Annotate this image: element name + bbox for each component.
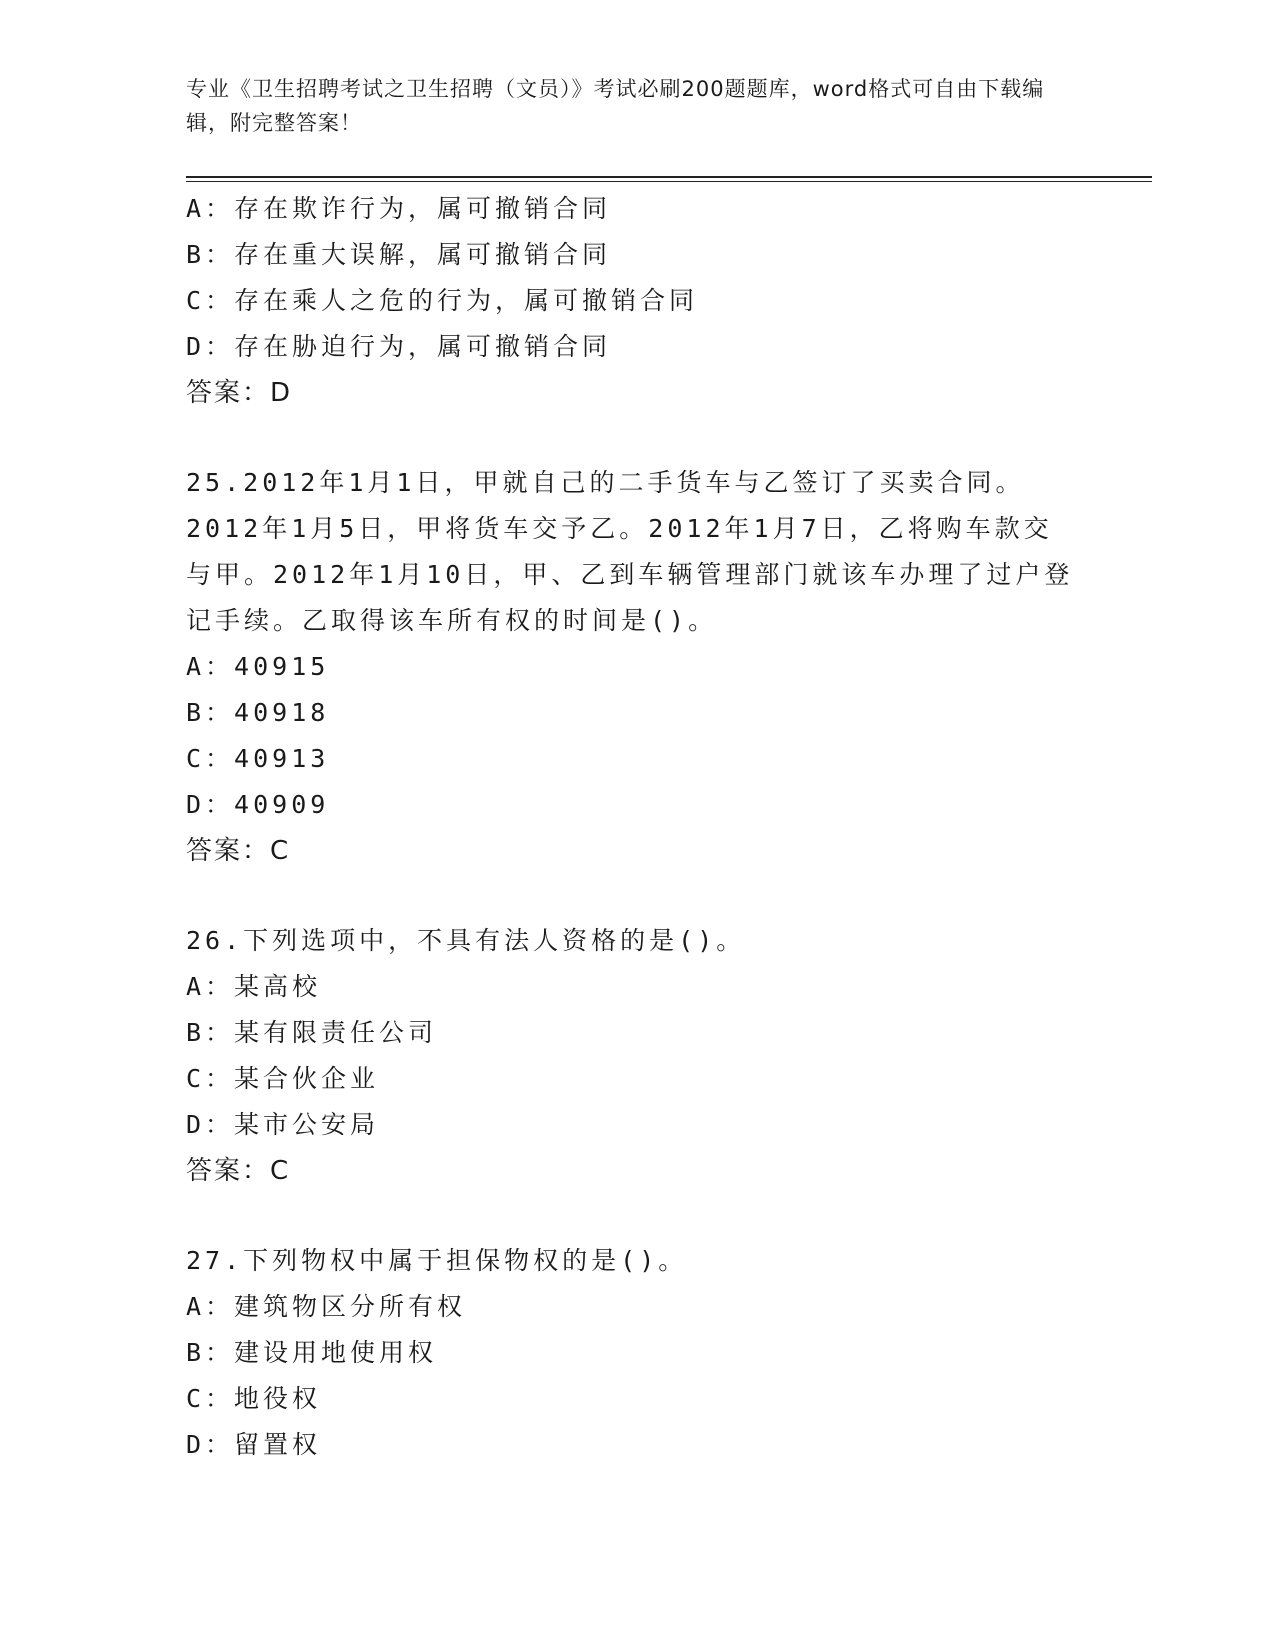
question-block — [186, 918, 1086, 1194]
question-block — [186, 186, 1086, 416]
option-b: B：40918 — [186, 698, 330, 727]
option-c: C：地役权 — [186, 1384, 322, 1413]
option-c: C：存在乘人之危的行为，属可撤销合同 — [186, 286, 699, 315]
spacer — [186, 1194, 1086, 1238]
option-a: A：某高校 — [186, 972, 322, 1001]
question-stem: 25.2012年1月1日，甲就自己的二手货车与乙签订了买卖合同。2012年1月5日，甲将货车交予乙。2012年1月7日，乙将购车款交与甲。2012年1月10日，甲、乙到车辆管理部门就该车办理了过户登记手续。乙取得该车所有权的时间是()。 — [186, 468, 1074, 635]
option-a: A：40915 — [186, 652, 330, 681]
option-b: B：某有限责任公司 — [186, 1018, 438, 1047]
option-c: C：某合伙企业 — [186, 1064, 380, 1093]
question-block — [186, 460, 1086, 874]
header-divider-thin — [186, 181, 1152, 182]
option-d: D：某市公安局 — [186, 1110, 380, 1139]
question-block — [186, 1238, 1086, 1468]
option-c: C：40913 — [186, 744, 330, 773]
question-stem: 26.下列选项中，不具有法人资格的是()。 — [186, 926, 746, 955]
option-a: A：建筑物区分所有权 — [186, 1292, 467, 1321]
header-divider-thick — [186, 176, 1152, 178]
option-a: A：存在欺诈行为，属可撤销合同 — [186, 194, 612, 223]
option-d: D：40909 — [186, 790, 330, 819]
question-list — [186, 186, 1086, 1468]
option-b: B：建设用地使用权 — [186, 1338, 438, 1367]
option-b: B：存在重大误解，属可撤销合同 — [186, 240, 612, 269]
answer-line: 答案：C — [186, 1156, 291, 1186]
answer-line: 答案：C — [186, 836, 291, 866]
document-header: 专业《卫生招聘考试之卫生招聘（文员）》考试必刷200题题库，word格式可自由下载编辑，附完整答案！ — [186, 77, 1045, 135]
option-d: D：存在胁迫行为，属可撤销合同 — [186, 332, 612, 361]
question-stem: 27.下列物权中属于担保物权的是()。 — [186, 1246, 688, 1275]
answer-line: 答案：D — [186, 378, 293, 408]
option-d: D：留置权 — [186, 1430, 322, 1459]
spacer — [186, 416, 1086, 460]
spacer — [186, 874, 1086, 918]
